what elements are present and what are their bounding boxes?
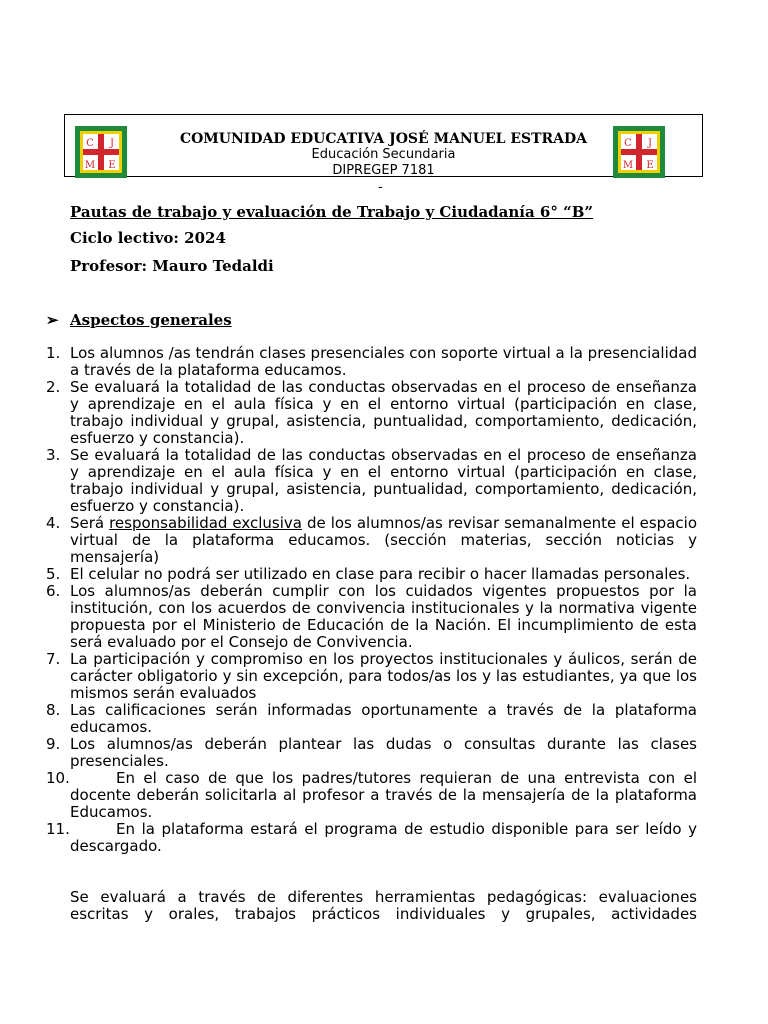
item-text: La participación y compromiso en los proyectos institucionales y áulicos, serán de carácter obligatorio y sin excepción, para todos/as los y las estudiantes, ya que los mismos serán evaluados	[70, 650, 697, 702]
logo-letter: E	[646, 160, 654, 171]
item-number: 3.	[46, 446, 61, 464]
logo-letter: J	[647, 138, 653, 149]
item-number: 10.	[46, 769, 70, 787]
item-number: 1.	[46, 344, 61, 362]
list-item	[46, 582, 697, 651]
item-text: En el caso de que los padres/tutores requieran de una entrevista con el docente deberán solicitarla al profesor a través de la mensajería de la plataforma Educamos.	[70, 769, 697, 821]
document-title: Pautas de trabajo y evaluación de Trabajo y Ciudadanía 6° “B”	[70, 203, 594, 221]
stray-mark: -	[378, 180, 383, 195]
logo-letter: M	[622, 160, 634, 171]
logo-letter: C	[624, 138, 632, 149]
school-code: DIPREGEP 7181	[332, 163, 435, 178]
logo-letter: C	[86, 138, 94, 149]
section-title: Aspectos generales	[70, 311, 232, 329]
item-text: Se evaluará la totalidad de las conductas observadas en el proceso de enseñanza y aprendizaje en el aula física y en el entorno virtual (participación en clase, trabajo individual y grupal, asistencia, puntualidad, comportamiento, dedicación, esfuerzo y constancia).	[70, 378, 697, 447]
header-text	[65, 131, 702, 179]
item-text: Las calificaciones serán informadas oportunamente a través de la plataforma educamos.	[70, 701, 697, 736]
item-text-prefix: Será	[70, 514, 110, 532]
list-item	[46, 514, 697, 566]
school-year: Ciclo lectivo: 2024	[70, 229, 226, 247]
logo-letter: M	[84, 160, 96, 171]
item-number: 11.	[46, 820, 70, 838]
school-logo-right	[613, 126, 665, 178]
item-number: 4.	[46, 514, 61, 532]
list-item	[46, 701, 697, 736]
item-number: 5.	[46, 565, 61, 583]
list-item	[46, 344, 697, 379]
list-item	[46, 650, 697, 702]
item-text: Se evaluará la totalidad de las conductas observadas en el proceso de enseñanza y aprendizaje en el aula física y en el entorno virtual (participación en clase, trabajo individual y grupal, asistencia, puntualidad, comportamiento, dedicación, esfuerzo y constancia).	[70, 446, 697, 515]
guidelines-list	[46, 344, 697, 855]
list-item	[46, 735, 697, 770]
list-item	[46, 565, 697, 583]
education-level: Educación Secundaria	[311, 147, 456, 162]
item-number: 6.	[46, 582, 61, 600]
item-text: El celular no podrá ser utilizado en clase para recibir o hacer llamadas personales.	[70, 565, 691, 583]
item-number: 9.	[46, 735, 61, 753]
logo-letter: J	[109, 138, 115, 149]
item-number: 2.	[46, 378, 61, 396]
list-item	[46, 446, 697, 515]
section-heading	[46, 311, 232, 329]
arrow-bullet-icon: ➢	[46, 311, 59, 329]
item-number: 8.	[46, 701, 61, 719]
item-number: 7.	[46, 650, 61, 668]
logo-letter: E	[108, 160, 116, 171]
item-text: Los alumnos /as tendrán clases presenciales con soporte virtual a la presencialidad a través de la plataforma educamos.	[70, 344, 697, 379]
institution-header	[64, 114, 703, 177]
emphasis-text: responsabilidad exclusiva	[109, 514, 302, 532]
item-text: de los alumnos/as revisar semanalmente el espacio virtual de la plataforma educamos. (sección materias, sección noticias y mensajería)	[70, 514, 697, 566]
list-item	[46, 820, 697, 855]
item-text: Los alumnos/as deberán cumplir con los cuidados vigentes propuestos por la institución, con los acuerdos de convivencia institucionales y la normativa vigente propuesta por el Ministerio de Educación de la Nación. El incumplimiento de esta será evaluado por el Consejo de Convivencia.	[70, 582, 697, 651]
item-text: En la plataforma estará el programa de estudio disponible para ser leído y descargado.	[70, 820, 697, 855]
list-item	[46, 769, 697, 821]
evaluation-paragraph: Se evaluará a través de diferentes herramientas pedagógicas: evaluaciones escritas y orales, trabajos prácticos individuales y grupales, actividades	[70, 888, 697, 923]
list-item	[46, 378, 697, 447]
item-text: Los alumnos/as deberán plantear las dudas o consultas durante las clases presenciales.	[70, 735, 697, 770]
teacher-name: Profesor: Mauro Tedaldi	[70, 257, 274, 275]
school-name: COMUNIDAD EDUCATIVA JOSÉ MANUEL ESTRADA	[179, 131, 588, 147]
